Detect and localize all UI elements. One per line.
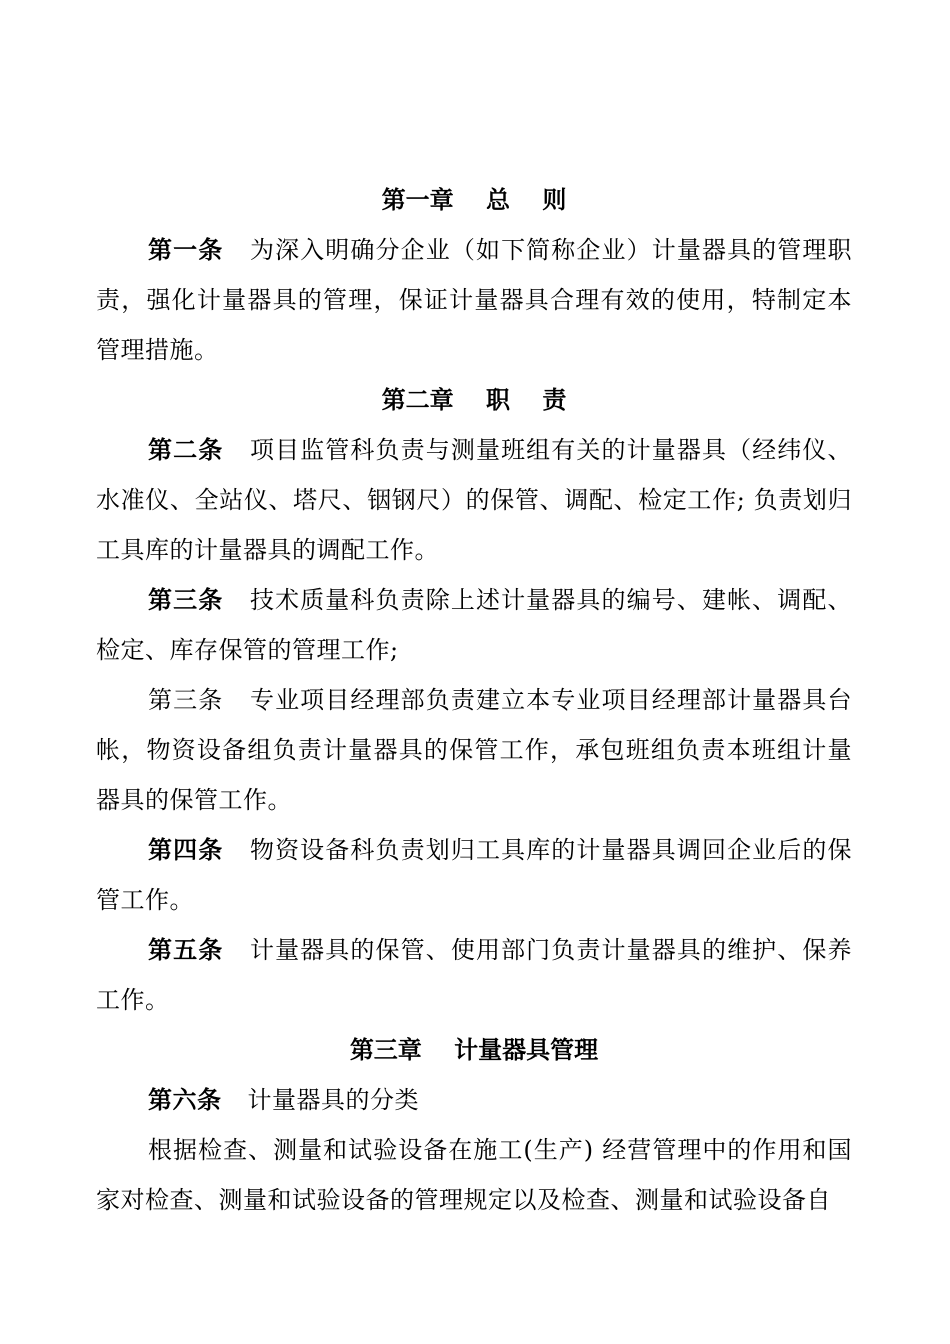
- article-5-text: 计量器具的保管、使用部门负责计量器具的维护、保养工作。: [96, 936, 853, 1014]
- article-4: [96, 825, 852, 925]
- article-4-text: 物资设备科负责划归工具库的计量器具调回企业后的保管工作。: [96, 836, 853, 914]
- chapter-3-heading: 第三章 计量器具管理: [349, 1035, 599, 1064]
- article-5: [96, 925, 852, 1025]
- article-3b-text: 专业项目经理部负责建立本专业项目经理部计量器具台帐，物资设备组负责计量器具的保管工作，承包班组负责本班组计量器具的保管工作。: [96, 686, 853, 814]
- article-3b: [96, 675, 852, 825]
- article-1-label: 第一条: [148, 235, 224, 264]
- article-2: [96, 425, 852, 575]
- article-3: [96, 575, 852, 675]
- article-3b-label: 第三条: [148, 686, 224, 714]
- article-6-label: 第六条: [148, 1085, 222, 1114]
- article-1: [96, 225, 852, 375]
- article-4-label: 第四条: [148, 835, 224, 864]
- article-5-label: 第五条: [148, 935, 224, 964]
- article-1-text: 为深入明确分企业（如下简称企业）计量器具的管理职责，强化计量器具的管理，保证计量器具合理有效的使用，特制定本管理措施。: [96, 236, 853, 364]
- article-3-text: 技术质量科负责除上述计量器具的编号、建帐、调配、检定、库存保管的管理工作;: [96, 586, 853, 664]
- document-page: [96, 175, 852, 1225]
- article-6: [96, 1075, 852, 1125]
- chapter-1-heading: 第一章 总 则: [381, 185, 567, 214]
- chapter-2-heading: 第二章 职 责: [381, 385, 567, 414]
- paragraph-classification: 根据检查、测量和试验设备在施工(生产) 经营管理中的作用和国家对检查、测量和试验设备的管理规定以及检查、测量和试验设备自: [96, 1136, 852, 1214]
- article-3-label: 第三条: [148, 585, 224, 614]
- article-2-label: 第二条: [148, 435, 224, 464]
- article-2-text: 项目监管科负责与测量班组有关的计量器具（经纬仪、水准仪、全站仪、塔尺、铟钢尺）的保管、调配、检定工作; 负责划归工具库的计量器具的调配工作。: [96, 436, 853, 564]
- article-6-text: 计量器具的分类: [247, 1086, 419, 1114]
